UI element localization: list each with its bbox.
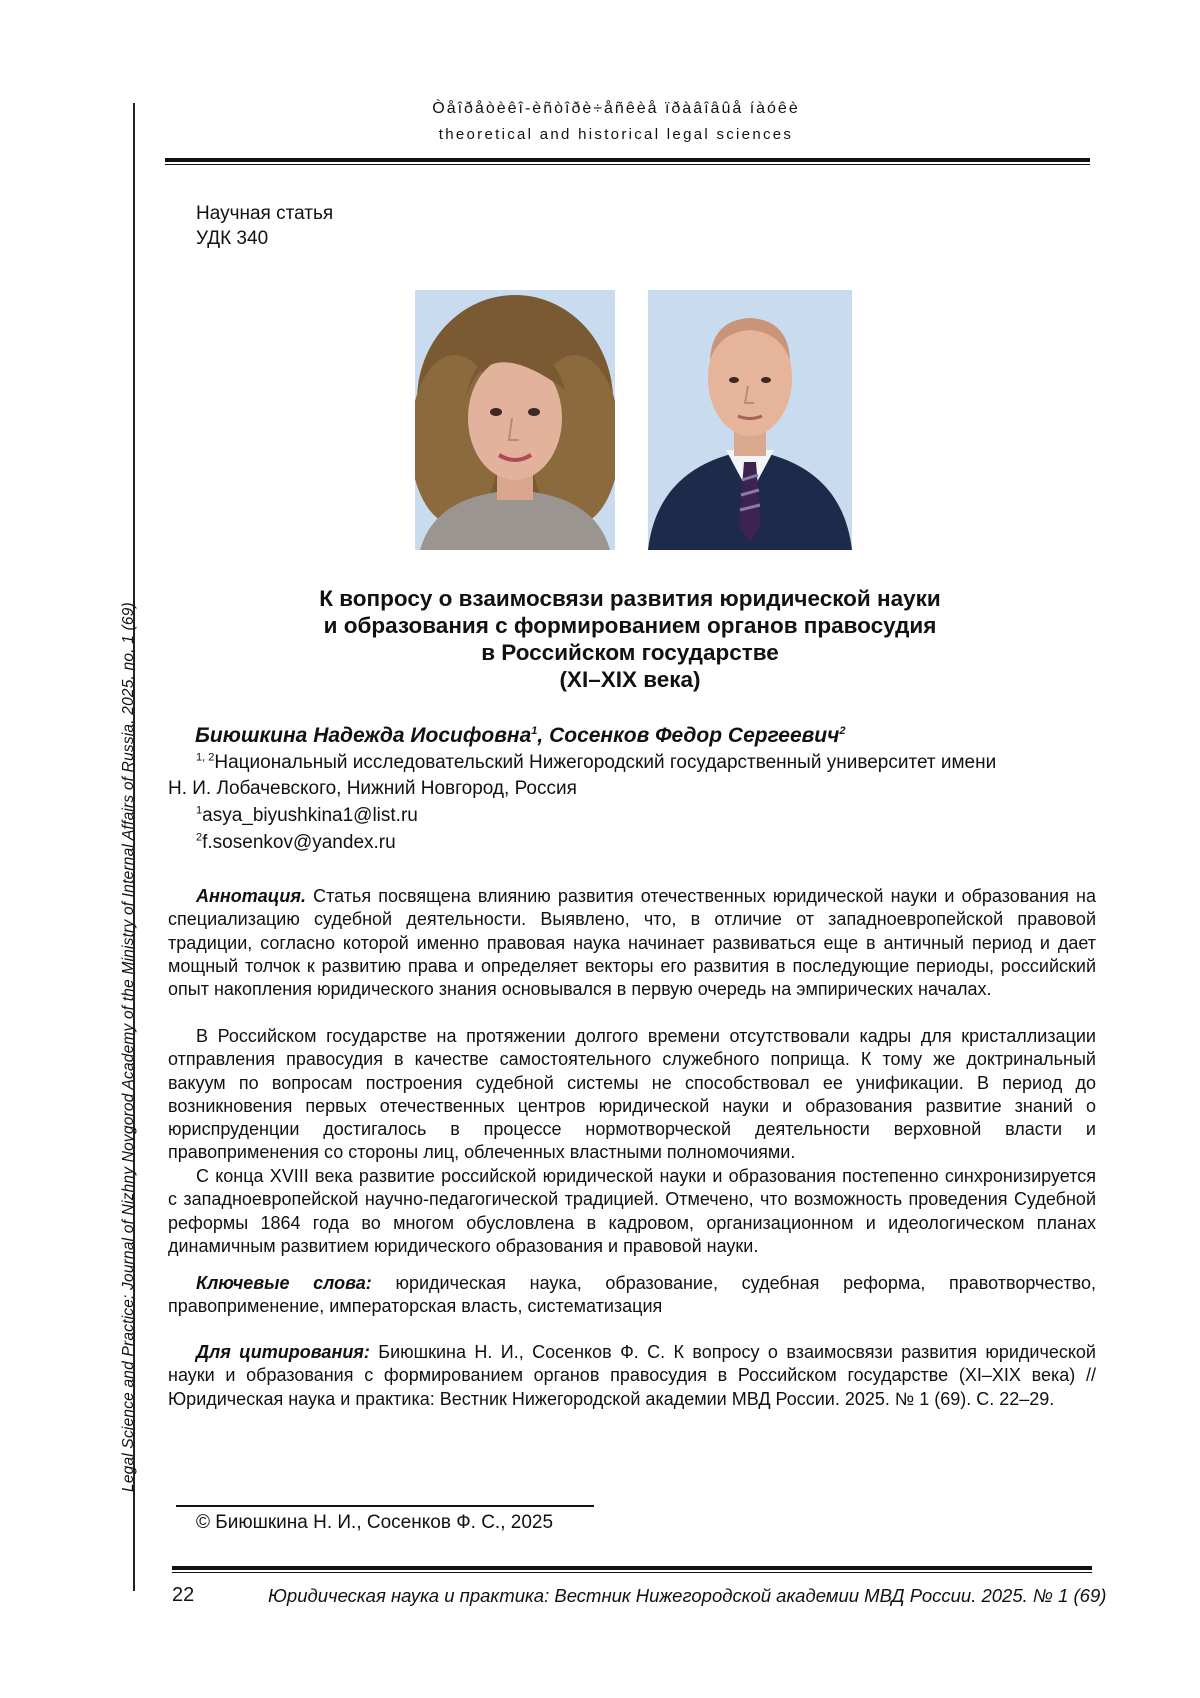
abstract-label: Аннотация. bbox=[196, 886, 306, 906]
author-photo-1 bbox=[415, 290, 615, 550]
affiliation-line-1 bbox=[196, 752, 996, 774]
copyright-notice: © Биюшкина Н. И., Сосенков Ф. С., 2025 bbox=[196, 1512, 554, 1533]
abstract-paragraph-3: С конца XVIII века развитие российской юридической науки и образования постепенно синхронизируется с западноевропейской научно-педагогической традицией. Отмечено, что возможность проведения Судебной реформы 1864 года во многом обусловлена в кадровом, организационном и идеологическом планах динамичным развитием юридического образования и правовой науки. bbox=[168, 1166, 1096, 1256]
author-superscript: 1 bbox=[531, 725, 538, 737]
author-name: Биюшкина Надежда Иосифовна bbox=[195, 724, 532, 747]
title-line: и образования с формированием органов правосудия bbox=[323, 613, 937, 638]
abstract-text: Статья посвящена влиянию развития отечественных юридической науки и образования на специализацию судебной деятельности. Выявлено, что, в отличие от западноевропейской правовой традиции, согласно которой именно правовая наука начинает развиваться еще в античный период и дает мощный толчок к развитию права и определяет векторы его развития в последующие периоды, российский опыт накопления юридического знания основывался в первую очередь на эмпирических началах. bbox=[168, 886, 1096, 1000]
footer-rule-thin bbox=[172, 1572, 1092, 1573]
email-text: asya_biyushkina1@list.ru bbox=[202, 805, 418, 826]
title-line: (XI–XIX века) bbox=[559, 667, 701, 692]
footer-rule-thick bbox=[172, 1566, 1092, 1570]
author-name: Сосенков Федор Сергеевич bbox=[549, 724, 840, 747]
header-rule-thick bbox=[165, 158, 1090, 162]
article-type: Научная статья bbox=[196, 203, 334, 224]
email-superscript: 2 bbox=[196, 831, 203, 844]
header-section-title: Òåîðåòèêî-èñòîðè÷åñêèå ïðàâîâûå íàóêè bbox=[432, 100, 800, 117]
abstract-paragraph-2: В Российском государстве на протяжении долгого времени отсутствовали кадры для кристаллизации отправления правосудия в качестве самостоятельного служебного поприща. К тому же доктринальный вакуум по вопросам построения судебной системы не способствовал ее унификации. В период до возникновения первых отечественных центров юридической науки и образования развитие знаний о юриспруденции достигалось в процессе нормотворческой деятельности верховной власти и правоприменения со стороны лиц, облеченных властными полномочиями. bbox=[168, 1026, 1096, 1163]
udc-code: УДК 340 bbox=[196, 228, 269, 249]
affiliation-line-2: Н. И. Лобачевского, Нижний Новгород, Россия bbox=[168, 778, 577, 799]
authors-line bbox=[195, 724, 846, 748]
affiliation-text: Национальный исследовательский Нижегородский государственный университет имени bbox=[214, 752, 997, 773]
header-rule-thin bbox=[165, 164, 1090, 165]
author-superscript: 2 bbox=[839, 725, 846, 737]
citation-text: Биюшкина Н. И., Сосенков Ф. С. К вопросу о взаимосвязи развития юридической науки и образования с формированием органов правосудия в Российском государстве (XI–XIX века) // Юридическая наука и практика: Вестник Нижегородской академии МВД России. 2025. № 1 (69). С. 22–29. bbox=[168, 1342, 1096, 1409]
affiliation-superscript: 1, 2 bbox=[196, 751, 215, 764]
author-separator: , bbox=[537, 724, 550, 747]
title-line: К вопросу о взаимосвязи развития юридической науки bbox=[319, 586, 941, 611]
keywords-paragraph bbox=[168, 1272, 1096, 1319]
email-superscript: 1 bbox=[196, 804, 203, 817]
author-email-1 bbox=[196, 805, 418, 827]
copyright-rule bbox=[176, 1505, 594, 1507]
page-number: 22 bbox=[172, 1584, 195, 1606]
email-text: f.sosenkov@yandex.ru bbox=[202, 832, 396, 853]
abstract-paragraph-1 bbox=[168, 885, 1096, 1001]
article-title bbox=[170, 585, 1090, 693]
citation-label: Для цитирования: bbox=[196, 1342, 370, 1362]
title-line: в Российском государстве bbox=[481, 640, 779, 665]
footer-journal-title: Юридическая наука и практика: Вестник Нижегородской академии МВД России. 2025. № 1 (69) bbox=[268, 1585, 1107, 1606]
author-photo-2 bbox=[648, 290, 852, 550]
author-email-2 bbox=[196, 832, 396, 854]
header-section-subtitle: theoretical and historical legal sciences bbox=[438, 126, 794, 143]
keywords-label: Ключевые слова: bbox=[196, 1273, 372, 1293]
citation-paragraph bbox=[168, 1341, 1096, 1411]
sidebar-journal-text: Legal Science and Practice: Journal of Nizhny Novgorod Academy of the Ministry of Internal Affairs of Russia. 2025, no. 1 (69) bbox=[120, 602, 137, 1492]
keywords-text: юридическая наука, образование, судебная реформа, правотворчество, правоприменение, императорская власть, систематизация bbox=[168, 1273, 1097, 1317]
